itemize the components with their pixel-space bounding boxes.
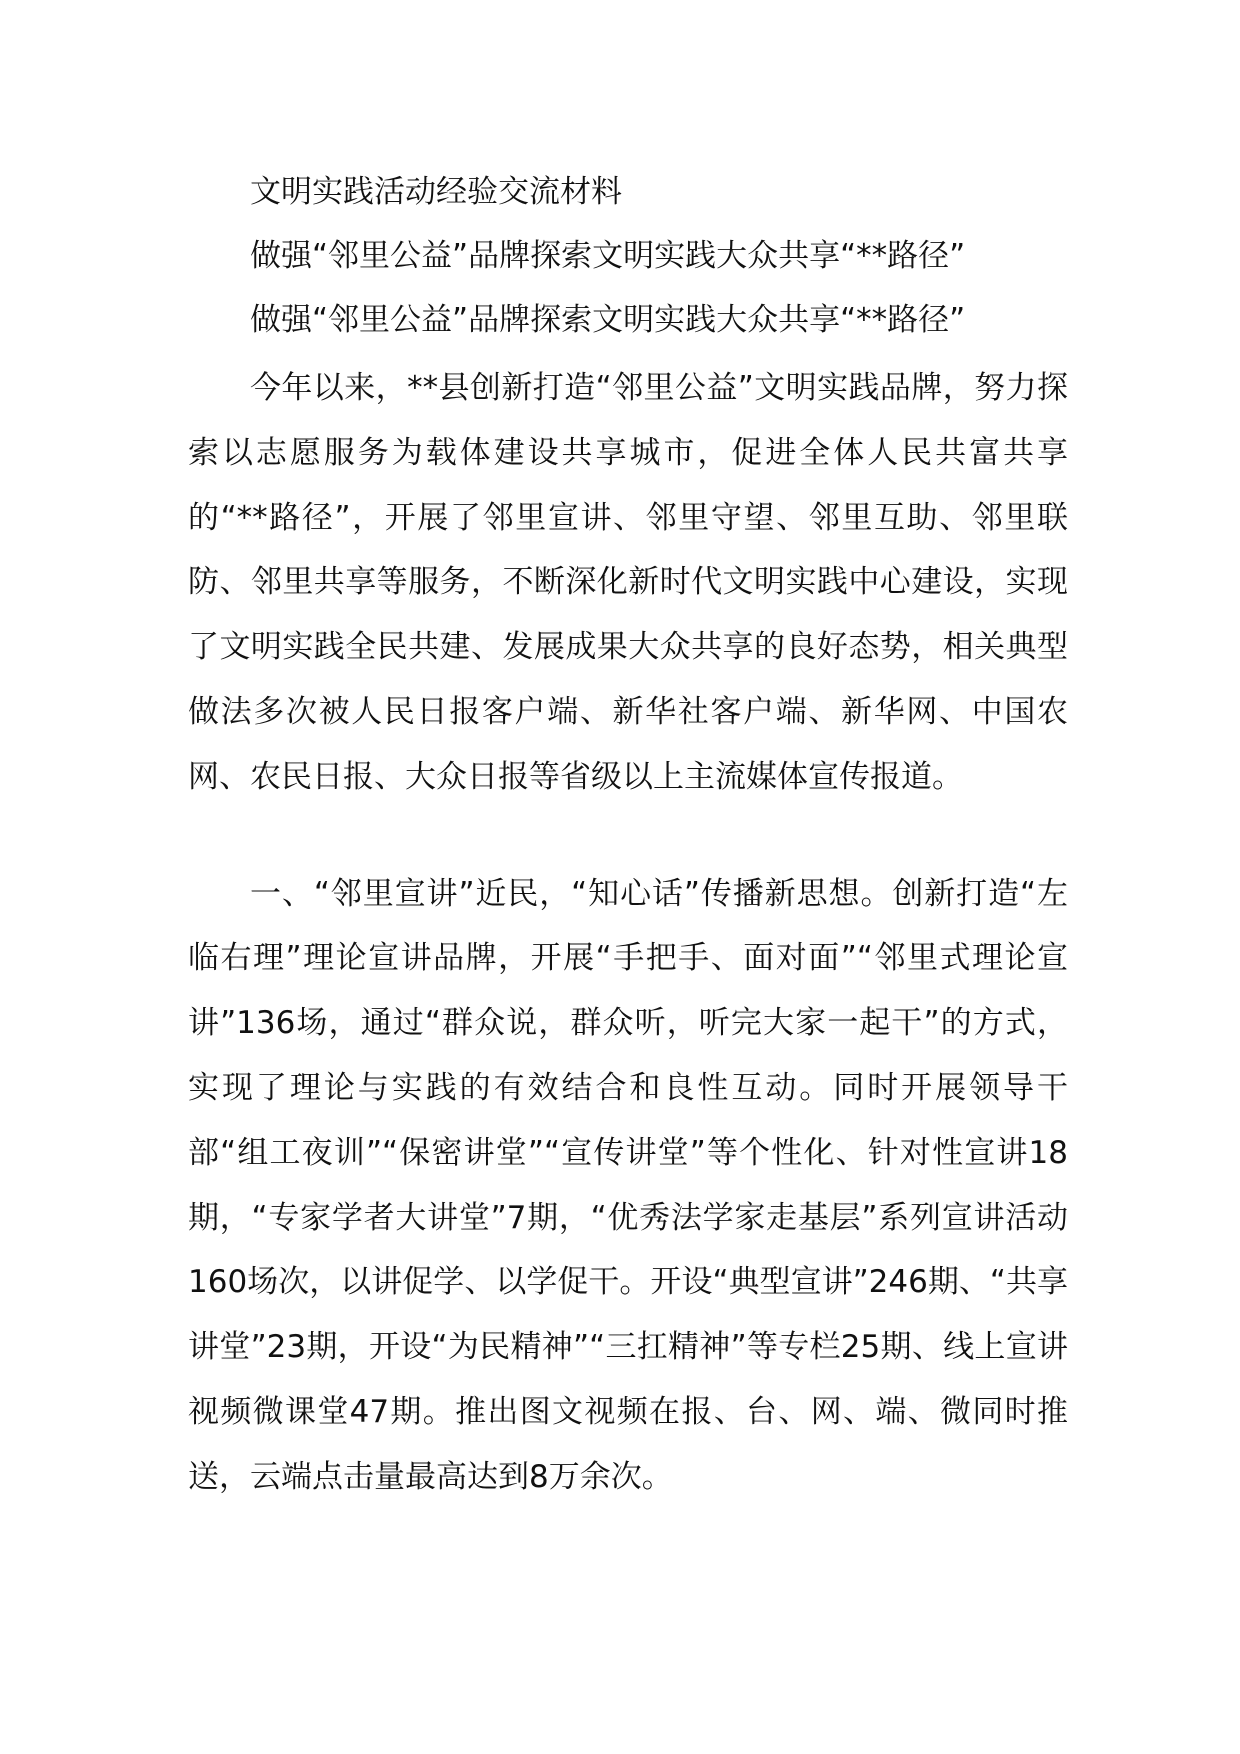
intro-paragraph: 今年以来，**县创新打造“邻里公益”文明实践品牌，努力探索以志愿服务为载体建设共享城市，促进全体人民共富共享的“**路径”，开展了邻里宣讲、邻里守望、邻里互助、邻里联防、邻里共享等服务，不断深化新时代文明实践中心建设，实现了文明实践全民共建、发展成果大众共享的良好态势，相关典型做法多次被人民日报客户端、新华社客户端、新华网、中国农网、农民日报、大众日报等省级以上主流媒体宣传报道。	[188, 370, 1068, 795]
document-subtitle-repeat: 做强“邻里公益”品牌探索文明实践大众共享“**路径”	[250, 302, 966, 338]
document-subtitle: 做强“邻里公益”品牌探索文明实践大众共享“**路径”	[250, 238, 966, 274]
document-heading: 文明实践活动经验交流材料	[250, 174, 622, 210]
section-one-paragraph: 一、“邻里宣讲”近民，“知心话”传播新思想。创新打造“左临右理”理论宣讲品牌，开展“手把手、面对面”“邻里式理论宣讲”136场，通过“群众说，群众听，听完大家一起干”的方式，实现了理论与实践的有效结合和良性互动。同时开展领导干部“组工夜训”“保密讲堂”“宣传讲堂”等个性化、针对性宣讲18期，“专家学者大讲堂”7期，“优秀法学家走基层”系列宣讲活动160场次，以讲促学、以学促干。开设“典型宣讲”246期、“共享讲堂”23期，开设“为民精神”“三扛精神”等专栏25期、线上宣讲视频微课堂47期。推出图文视频在报、台、网、端、微同时推送，云端点击量最高达到8万余次。	[188, 875, 1068, 1495]
document-body	[188, 160, 1068, 1510]
